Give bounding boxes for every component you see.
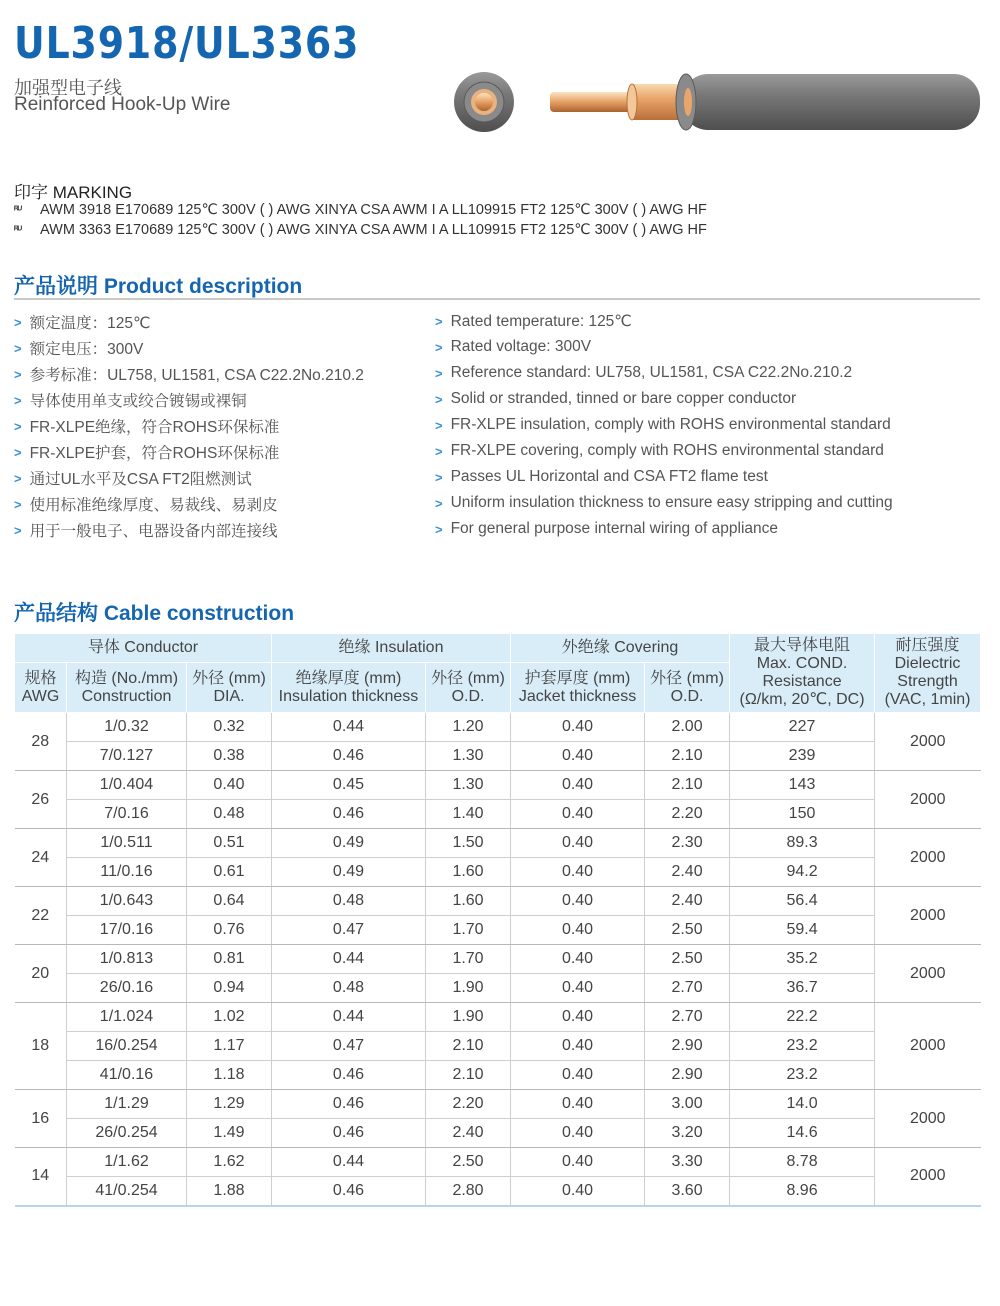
chevron-right-icon: > <box>435 495 443 511</box>
cell-ins-thickness: 0.47 <box>272 1032 426 1061</box>
chevron-right-icon: > <box>435 443 443 459</box>
cell-construction: 26/0.254 <box>67 1119 187 1148</box>
cell-jacket-thickness: 0.40 <box>511 829 645 858</box>
cell-awg: 28 <box>15 713 67 771</box>
cell-cond-dia: 0.38 <box>187 742 272 771</box>
table-row <box>15 858 981 887</box>
cell-ins-od: 2.10 <box>426 1032 511 1061</box>
header-resistance: 最大导体电阻 Max. COND. Resistance (Ω/km, 20℃, DC) <box>730 634 875 713</box>
cell-jacket-thickness: 0.40 <box>511 916 645 945</box>
cell-construction: 1/1.024 <box>67 1003 187 1032</box>
chevron-right-icon: > <box>14 444 22 460</box>
cell-resistance: 89.3 <box>730 829 875 858</box>
cell-ins-thickness: 0.44 <box>272 1148 426 1177</box>
cell-ins-thickness: 0.44 <box>272 945 426 974</box>
cell-awg: 20 <box>15 945 67 1003</box>
marking-line-2 <box>14 222 707 238</box>
marking-text: AWM 3918 E170689 125℃ 300V ( ) AWG XINYA CSA AWM I A LL109915 FT2 125℃ 300V ( ) AWG HF <box>40 202 707 218</box>
list-item: > 使用标准绝缘厚度、易裁线、易剥皮 <box>14 496 278 514</box>
cell-jacket-thickness: 0.40 <box>511 771 645 800</box>
list-item: > 额定电压：300V <box>14 340 144 358</box>
chevron-right-icon: > <box>14 314 22 330</box>
cell-resistance: 8.78 <box>730 1148 875 1177</box>
chevron-right-icon: > <box>435 391 443 407</box>
cell-construction: 1/0.643 <box>67 887 187 916</box>
product-subtitle-en: Reinforced Hook-Up Wire <box>14 94 231 115</box>
cell-cond-dia: 0.94 <box>187 974 272 1003</box>
cell-ins-thickness: 0.47 <box>272 916 426 945</box>
cell-dielectric: 2000 <box>875 771 981 829</box>
chevron-right-icon: > <box>14 340 22 356</box>
cell-construction: 1/1.29 <box>67 1090 187 1119</box>
chevron-right-icon: > <box>435 339 443 355</box>
cell-resistance: 56.4 <box>730 887 875 916</box>
marking-line-1 <box>14 202 707 218</box>
cell-resistance: 8.96 <box>730 1177 875 1206</box>
cell-resistance: 14.0 <box>730 1090 875 1119</box>
cell-construction: 7/0.16 <box>67 800 187 829</box>
table-body <box>15 713 981 1206</box>
cell-cond-dia: 1.17 <box>187 1032 272 1061</box>
cell-construction: 1/0.813 <box>67 945 187 974</box>
cell-jacket-od: 2.40 <box>645 858 730 887</box>
header-dielectric: 耐压强度 Dielectric Strength (VAC, 1min) <box>875 634 981 713</box>
list-item: > Passes UL Horizontal and CSA FT2 flame test <box>435 468 768 485</box>
chevron-right-icon: > <box>14 392 22 408</box>
cell-ins-thickness: 0.46 <box>272 1061 426 1090</box>
cell-cond-dia: 0.51 <box>187 829 272 858</box>
cell-jacket-od: 3.00 <box>645 1090 730 1119</box>
header-conductor: 导体 Conductor <box>15 634 272 663</box>
cell-dielectric: 2000 <box>875 1090 981 1148</box>
cell-construction: 1/0.511 <box>67 829 187 858</box>
table-row <box>15 1177 981 1206</box>
table-row <box>15 829 981 858</box>
cell-jacket-thickness: 0.40 <box>511 974 645 1003</box>
cell-dielectric: 2000 <box>875 1148 981 1206</box>
marking-title: 印字 MARKING <box>14 183 133 202</box>
cell-jacket-od: 2.40 <box>645 887 730 916</box>
list-item: > FR-XLPE insulation, comply with ROHS environmental standard <box>435 416 891 433</box>
cell-cond-dia: 0.40 <box>187 771 272 800</box>
cell-ins-thickness: 0.46 <box>272 1177 426 1206</box>
cell-ins-thickness: 0.46 <box>272 800 426 829</box>
wire-side-icon <box>550 74 980 130</box>
cell-ins-od: 2.40 <box>426 1119 511 1148</box>
cell-resistance: 14.6 <box>730 1119 875 1148</box>
table-row <box>15 887 981 916</box>
cell-construction: 1/0.32 <box>67 713 187 742</box>
product-subtitle-cn: 加强型电子线 <box>14 78 122 98</box>
cell-jacket-od: 2.30 <box>645 829 730 858</box>
header-jacket-thickness: 护套厚度 (mm) Jacket thickness <box>511 663 645 713</box>
header-awg: 规格 AWG <box>15 663 67 713</box>
cell-ins-od: 1.70 <box>426 945 511 974</box>
header-construction: 构造 (No./mm) Construction <box>67 663 187 713</box>
description-list-cn <box>14 309 364 543</box>
cell-ins-od: 1.30 <box>426 742 511 771</box>
cell-jacket-od: 2.70 <box>645 974 730 1003</box>
cross-section-icon <box>454 72 514 132</box>
cell-cond-dia: 1.02 <box>187 1003 272 1032</box>
list-item: > 用于一般电子、电器设备内部连接线 <box>14 522 278 540</box>
marking-text: AWM 3363 E170689 125℃ 300V ( ) AWG XINYA CSA AWM I A LL109915 FT2 125℃ 300V ( ) AWG HF <box>40 222 707 238</box>
cell-cond-dia: 0.81 <box>187 945 272 974</box>
cell-jacket-thickness: 0.40 <box>511 1148 645 1177</box>
product-description-title: 产品说明 Product description <box>14 275 303 298</box>
cell-dielectric: 2000 <box>875 1003 981 1090</box>
cell-jacket-od: 2.50 <box>645 916 730 945</box>
cell-dielectric: 2000 <box>875 713 981 771</box>
cell-jacket-thickness: 0.40 <box>511 713 645 742</box>
chevron-right-icon: > <box>435 417 443 433</box>
cell-construction: 41/0.16 <box>67 1061 187 1090</box>
table-row <box>15 771 981 800</box>
cell-jacket-thickness: 0.40 <box>511 1003 645 1032</box>
cell-resistance: 150 <box>730 800 875 829</box>
cell-dielectric: 2000 <box>875 945 981 1003</box>
table-row <box>15 713 981 742</box>
cell-ins-thickness: 0.49 <box>272 858 426 887</box>
product-title: UL3918/UL3363 <box>14 18 360 69</box>
header-ins-thickness: 绝缘厚度 (mm) Insulation thickness <box>272 663 426 713</box>
cell-jacket-thickness: 0.40 <box>511 945 645 974</box>
table-row <box>15 1119 981 1148</box>
cell-ins-od: 1.60 <box>426 858 511 887</box>
cell-awg: 18 <box>15 1003 67 1090</box>
cell-ins-thickness: 0.44 <box>272 713 426 742</box>
list-item: > FR-XLPE covering, comply with ROHS environmental standard <box>435 442 884 459</box>
cell-construction: 17/0.16 <box>67 916 187 945</box>
cell-jacket-od: 3.20 <box>645 1119 730 1148</box>
list-item: > Solid or stranded, tinned or bare copper conductor <box>435 390 797 407</box>
wire-illustration <box>450 66 985 138</box>
table-row <box>15 945 981 974</box>
cell-resistance: 23.2 <box>730 1061 875 1090</box>
table-row <box>15 1032 981 1061</box>
cell-cond-dia: 0.64 <box>187 887 272 916</box>
cell-cond-dia: 1.29 <box>187 1090 272 1119</box>
cell-jacket-thickness: 0.40 <box>511 858 645 887</box>
cell-construction: 1/0.404 <box>67 771 187 800</box>
chevron-right-icon: > <box>14 418 22 434</box>
cell-ins-thickness: 0.46 <box>272 1090 426 1119</box>
chevron-right-icon: > <box>14 366 22 382</box>
cell-jacket-thickness: 0.40 <box>511 887 645 916</box>
cell-construction: 1/1.62 <box>67 1148 187 1177</box>
cell-cond-dia: 0.76 <box>187 916 272 945</box>
chevron-right-icon: > <box>14 496 22 512</box>
table-row <box>15 1003 981 1032</box>
cell-resistance: 239 <box>730 742 875 771</box>
cell-cond-dia: 1.18 <box>187 1061 272 1090</box>
cell-jacket-od: 2.90 <box>645 1032 730 1061</box>
chevron-right-icon: > <box>435 469 443 485</box>
header-insulation: 绝缘 Insulation <box>272 634 511 663</box>
header-jacket-od: 外径 (mm) O.D. <box>645 663 730 713</box>
chevron-right-icon: > <box>435 365 443 381</box>
ul-mark-icon: ᴿᵁ <box>14 224 21 236</box>
cell-jacket-od: 3.60 <box>645 1177 730 1206</box>
table-row <box>15 1061 981 1090</box>
list-item: > Rated temperature: 125℃ <box>435 312 632 330</box>
cell-dielectric: 2000 <box>875 887 981 945</box>
cell-construction: 11/0.16 <box>67 858 187 887</box>
cell-ins-thickness: 0.46 <box>272 1119 426 1148</box>
cell-jacket-od: 2.10 <box>645 771 730 800</box>
cell-cond-dia: 1.49 <box>187 1119 272 1148</box>
list-item: > Rated voltage: 300V <box>435 338 592 355</box>
cell-construction: 26/0.16 <box>67 974 187 1003</box>
cell-jacket-od: 2.50 <box>645 945 730 974</box>
cell-resistance: 23.2 <box>730 1032 875 1061</box>
cell-construction: 41/0.254 <box>67 1177 187 1206</box>
cell-ins-thickness: 0.44 <box>272 1003 426 1032</box>
cell-construction: 7/0.127 <box>67 742 187 771</box>
cell-jacket-od: 2.90 <box>645 1061 730 1090</box>
cell-jacket-od: 3.30 <box>645 1148 730 1177</box>
list-item: > Uniform insulation thickness to ensure easy stripping and cutting <box>435 494 893 511</box>
list-item: > 额定温度：125℃ <box>14 314 151 332</box>
cell-construction: 16/0.254 <box>67 1032 187 1061</box>
cell-jacket-thickness: 0.40 <box>511 1177 645 1206</box>
cell-dielectric: 2000 <box>875 829 981 887</box>
cable-construction-table <box>14 633 981 1207</box>
chevron-right-icon: > <box>435 521 443 537</box>
table-row <box>15 742 981 771</box>
header-ins-od: 外径 (mm) O.D. <box>426 663 511 713</box>
section-divider <box>14 298 980 300</box>
cell-awg: 14 <box>15 1148 67 1206</box>
table-row <box>15 974 981 1003</box>
cell-jacket-od: 2.20 <box>645 800 730 829</box>
table-row <box>15 800 981 829</box>
cell-ins-od: 2.80 <box>426 1177 511 1206</box>
cell-cond-dia: 1.62 <box>187 1148 272 1177</box>
header-cond-dia: 外径 (mm) DIA. <box>187 663 272 713</box>
cell-ins-thickness: 0.48 <box>272 887 426 916</box>
cell-cond-dia: 1.88 <box>187 1177 272 1206</box>
header-covering: 外绝缘 Covering <box>511 634 730 663</box>
cell-ins-od: 1.60 <box>426 887 511 916</box>
cell-ins-thickness: 0.46 <box>272 742 426 771</box>
cell-jacket-thickness: 0.40 <box>511 1061 645 1090</box>
cell-resistance: 227 <box>730 713 875 742</box>
cell-awg: 22 <box>15 887 67 945</box>
list-item: > Reference standard: UL758, UL1581, CSA C22.2No.210.2 <box>435 364 853 381</box>
chevron-right-icon: > <box>14 470 22 486</box>
cell-resistance: 94.2 <box>730 858 875 887</box>
cell-awg: 24 <box>15 829 67 887</box>
cell-resistance: 36.7 <box>730 974 875 1003</box>
cell-ins-od: 1.90 <box>426 1003 511 1032</box>
table-row <box>15 916 981 945</box>
cell-ins-thickness: 0.49 <box>272 829 426 858</box>
cell-ins-od: 1.20 <box>426 713 511 742</box>
cell-resistance: 143 <box>730 771 875 800</box>
cell-cond-dia: 0.48 <box>187 800 272 829</box>
description-list-en <box>435 308 893 542</box>
cell-awg: 26 <box>15 771 67 829</box>
list-item: > 通过UL水平及CSA FT2阻燃测试 <box>14 470 252 488</box>
cell-jacket-od: 2.70 <box>645 1003 730 1032</box>
cell-ins-od: 2.50 <box>426 1148 511 1177</box>
cell-ins-od: 1.40 <box>426 800 511 829</box>
list-item: > 参考标准：UL758, UL1581, CSA C22.2No.210.2 <box>14 366 364 384</box>
list-item: > FR-XLPE绝缘，符合ROHS环保标准 <box>14 418 280 436</box>
cell-ins-thickness: 0.48 <box>272 974 426 1003</box>
cell-ins-thickness: 0.45 <box>272 771 426 800</box>
cell-jacket-thickness: 0.40 <box>511 800 645 829</box>
cell-jacket-thickness: 0.40 <box>511 742 645 771</box>
chevron-right-icon: > <box>14 522 22 538</box>
cell-jacket-thickness: 0.40 <box>511 1032 645 1061</box>
list-item: > 导体使用单支或绞合镀锡或裸铜 <box>14 392 247 410</box>
cell-jacket-thickness: 0.40 <box>511 1090 645 1119</box>
cell-jacket-thickness: 0.40 <box>511 1119 645 1148</box>
ul-mark-icon: ᴿᵁ <box>14 204 21 216</box>
cell-ins-od: 2.10 <box>426 1061 511 1090</box>
cable-construction-title: 产品结构 Cable construction <box>14 602 295 625</box>
chevron-right-icon: > <box>435 313 443 329</box>
cell-ins-od: 1.30 <box>426 771 511 800</box>
cell-resistance: 22.2 <box>730 1003 875 1032</box>
cell-ins-od: 1.50 <box>426 829 511 858</box>
cell-ins-od: 2.20 <box>426 1090 511 1119</box>
list-item: > FR-XLPE护套，符合ROHS环保标准 <box>14 444 280 462</box>
list-item: > For general purpose internal wiring of appliance <box>435 520 779 537</box>
table-row <box>15 1090 981 1119</box>
cell-resistance: 35.2 <box>730 945 875 974</box>
cell-cond-dia: 0.61 <box>187 858 272 887</box>
cell-ins-od: 1.70 <box>426 916 511 945</box>
cell-resistance: 59.4 <box>730 916 875 945</box>
table-row <box>15 1148 981 1177</box>
cell-cond-dia: 0.32 <box>187 713 272 742</box>
cell-jacket-od: 2.00 <box>645 713 730 742</box>
cell-jacket-od: 2.10 <box>645 742 730 771</box>
cell-ins-od: 1.90 <box>426 974 511 1003</box>
cell-awg: 16 <box>15 1090 67 1148</box>
